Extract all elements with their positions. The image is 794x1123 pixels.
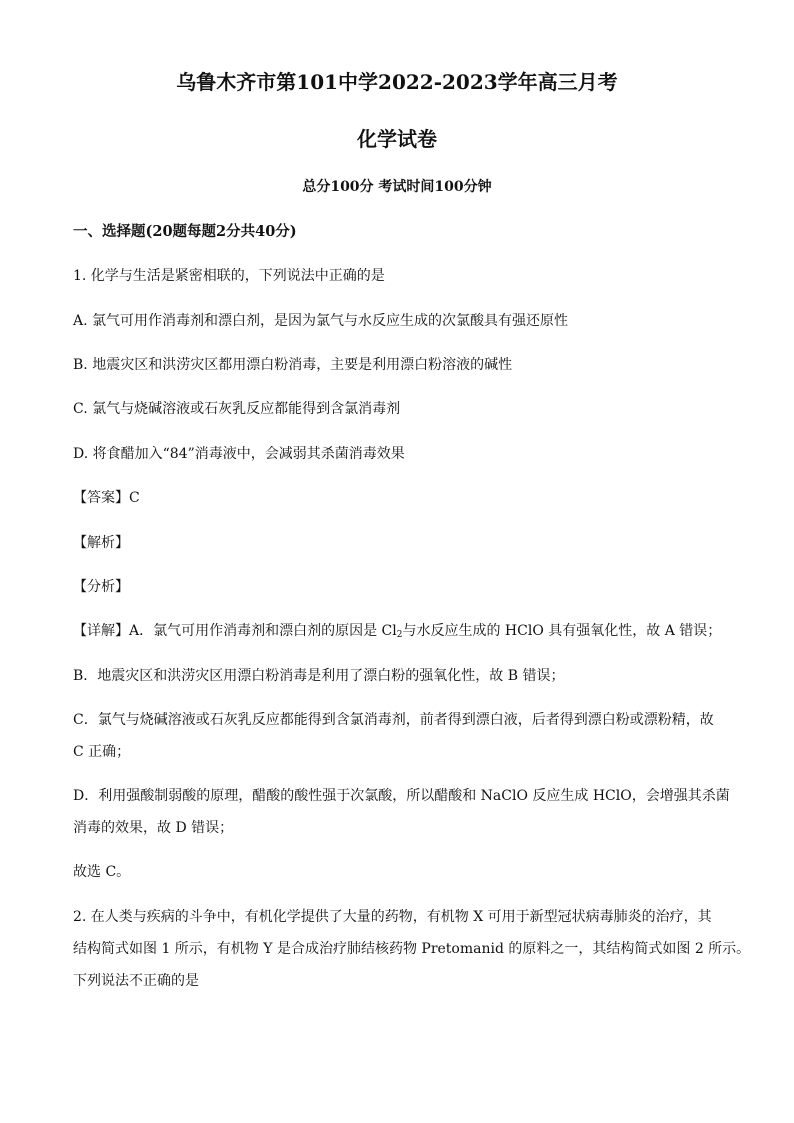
question-1-stem: 1. 化学与生活是紧密相联的，下列说法中正确的是 — [73, 268, 385, 284]
detail-a — [73, 622, 734, 644]
question-2-line-3: 下列说法不正确的是 — [73, 973, 199, 989]
question-1-option-c: C. 氯气与烧碱溶液或石灰乳反应都能得到含氯消毒剂 — [73, 401, 401, 417]
question-2-line-1: 2. 在人类与疾病的斗争中，有机化学提供了大量的药物，有机物 X 可用于新型冠状病毒肺炎的治疗，其 — [73, 909, 712, 925]
cl2-subscript: 2 — [396, 630, 403, 640]
exam-subtitle: 化学试卷 — [357, 127, 437, 151]
question-1-option-a: A. 氯气可用作消毒剂和漂白剂，是因为氯气与水反应生成的次氯酸具有强还原性 — [73, 313, 569, 329]
detail-c-line-2: C 正确； — [73, 744, 131, 760]
detail-d-line-1: D．利用强酸制弱酸的原理，醋酸的酸性强于次氯酸，所以醋酸和 NaClO 反应生成 HClO，会增强其杀菌 — [73, 788, 730, 804]
analysis-label: 【解析】 — [73, 535, 129, 551]
answer-label: 【答案】 — [73, 490, 129, 506]
exam-meta: 总分100分 考试时间100分钟 — [302, 179, 492, 195]
detail-label: 【详解】 — [73, 623, 129, 639]
fenxi-label: 【分析】 — [73, 579, 129, 595]
answer-line — [73, 489, 734, 507]
conclusion: 故选 C。 — [73, 864, 131, 880]
detail-a-text-2: 与水反应生成的 HClO 具有强氧化性，故 A 错误； — [402, 623, 722, 639]
answer-value: C — [129, 490, 140, 506]
question-1-option-b: B. 地震灾区和洪涝灾区都用漂白粉消毒，主要是利用漂白粉溶液的碱性 — [73, 357, 513, 373]
question-2-line-2: 结构简式如图 1 所示，有机物 Y 是合成治疗肺结核药物 Pretomanid 的原料之一，其结构简式如图 2 所示。 — [73, 941, 751, 957]
detail-d-line-2: 消毒的效果，故 D 错误； — [73, 820, 234, 836]
detail-b: B．地震灾区和洪涝灾区用漂白粉消毒是利用了漂白粉的强氧化性，故 B 错误； — [73, 668, 565, 684]
section-heading: 一、选择题(20题每题2分共40分) — [73, 223, 297, 240]
detail-a-text-1: A．氯气可用作消毒剂和漂白剂的原因是 Cl — [129, 623, 397, 639]
question-1-option-d: D. 将食醋加入“84”消毒液中，会减弱其杀菌消毒效果 — [73, 446, 405, 462]
exam-title: 乌鲁木齐市第101中学2022-2023学年高三月考 — [176, 70, 618, 94]
detail-c-line-1: C．氯气与烧碱溶液或石灰乳反应都能得到含氯消毒剂，前者得到漂白液，后者得到漂白粉或漂粉精，故 — [73, 712, 714, 728]
